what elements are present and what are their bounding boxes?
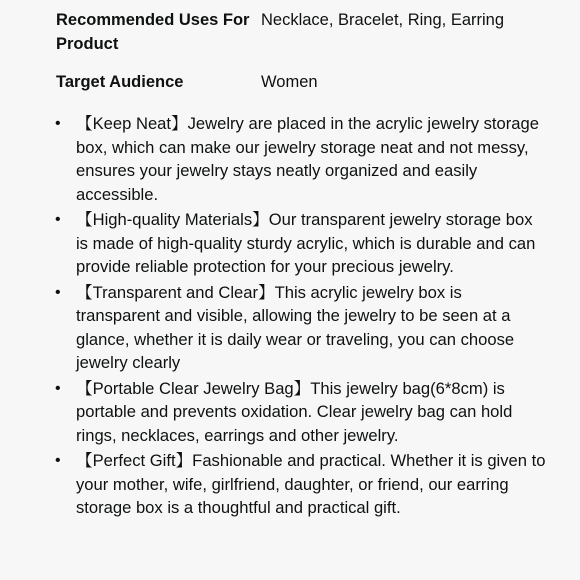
bullet-dot-icon: • — [55, 115, 61, 132]
attribute-key: Recommended Uses For Product — [56, 11, 250, 53]
attribute-key: Target Audience — [56, 73, 184, 91]
feature-bullet-portable-bag — [0, 377, 580, 448]
feature-bullet-high-quality-materials — [0, 208, 580, 279]
feature-bullet-keep-neat — [0, 112, 580, 206]
attribute-value: Women — [261, 73, 318, 91]
bullet-dot-icon: • — [55, 379, 61, 397]
attribute-row-target-audience — [56, 70, 556, 106]
attribute-value: Necklace, Bracelet, Ring, Earring — [261, 11, 505, 29]
attribute-row-recommended-uses — [56, 8, 556, 70]
bullet-text: 【Perfect Gift】Fashionable and practical. Whether it is given to your mother, wife, girlfriend, daughter, or friend, our earring storage box is a thoughtful and practical gift. — [76, 451, 546, 517]
bullet-dot-icon: • — [55, 211, 61, 228]
feature-bullet-list — [0, 112, 580, 522]
bullet-text: 【High-quality Materials】Our transparent jewelry storage box is made of high-quality sturdy acrylic, which is durable and can provide reliable protection for your precious jewelry. — [76, 210, 536, 276]
bullet-dot-icon: • — [55, 283, 61, 301]
bullet-dot-icon: • — [55, 452, 61, 469]
bullet-text: 【Keep Neat】Jewelry are placed in the acrylic jewelry storage box, which can make our jewelry storage neat and not messy, ensures your jewelry stays neatly organized and easily accessible. — [76, 114, 539, 204]
bullet-text: 【Portable Clear Jewelry Bag】This jewelry bag(6*8cm) is portable and prevents oxidation. Clear jewelry bag can hold rings, necklaces, earrings and other jewelry. — [76, 378, 513, 445]
feature-bullet-transparent-and-clear — [0, 281, 580, 375]
product-attributes-table — [56, 8, 556, 106]
feature-bullet-perfect-gift — [0, 449, 580, 520]
bullet-text: 【Transparent and Clear】This acrylic jewelry box is transparent and visible, allowing the jewelry to be seen at a glance, whether it is daily wear or traveling, you can choose jewelry clearly — [76, 282, 515, 372]
